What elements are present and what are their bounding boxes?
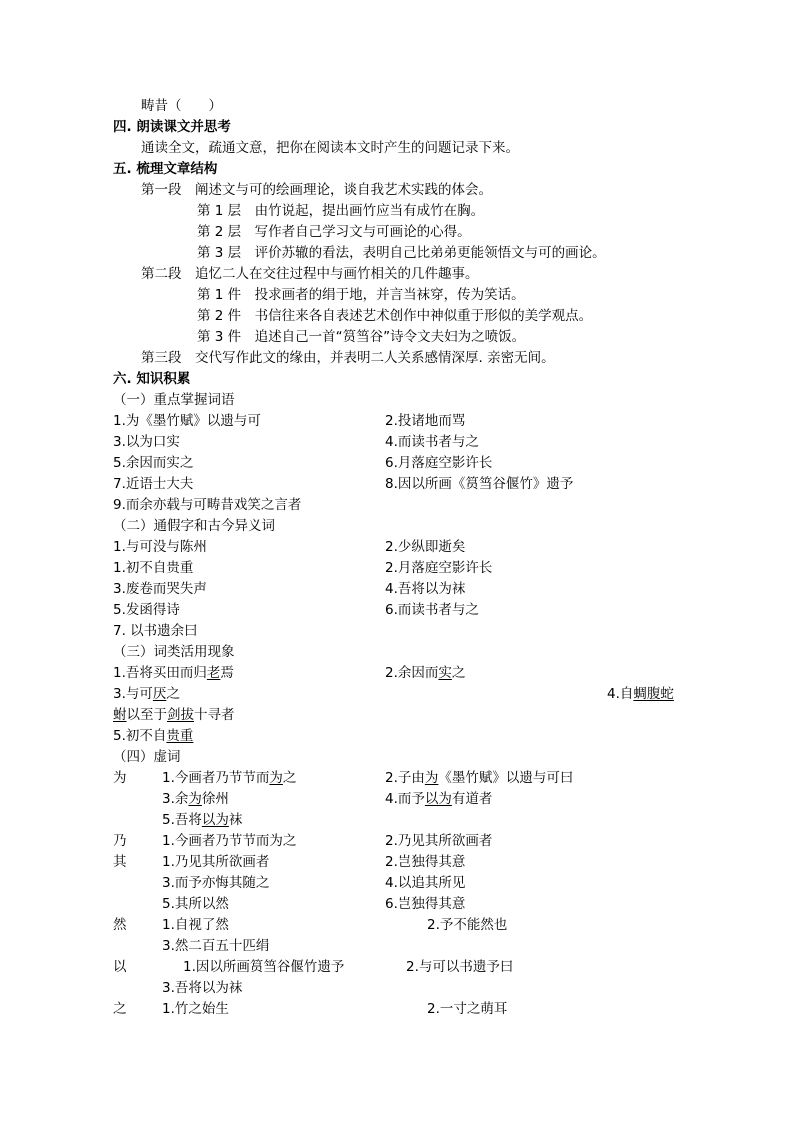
vocab-item: 7.近语士大夫 (113, 476, 194, 492)
item-chouxi: 畴昔（ ） (141, 98, 222, 114)
tongjia-item: 6.而读书者与之 (385, 602, 479, 618)
xuci-item: 1.乃见其所欲画者 (162, 854, 270, 870)
para-3: 第三段 交代写作此文的缘由，并表明二人关系感情深厚. 亲密无间。 (141, 350, 555, 366)
vocab-item: 8.因以所画《筼筜谷偃竹》遗予 (385, 476, 574, 492)
para-2-item-1: 第 1 件 投求画者的绢于地，并言当袜穿，传为笑话。 (197, 287, 525, 303)
para-2: 第二段 追忆二人在交往过程中与画竹相关的几件趣事。 (141, 266, 479, 282)
para-1-layer-1: 第 1 层 由竹说起，提出画竹应当有成竹在胸。 (197, 203, 485, 219)
xuci-item: 2.乃见其所欲画者 (385, 833, 493, 849)
tongjia-item: 3.废卷而哭失声 (113, 581, 207, 597)
section-4-title: 四. 朗读课文并思考 (113, 119, 231, 135)
xuci-item: 2.一寸之萌耳 (427, 1001, 508, 1017)
huoyong-item-4: 4.自蜩腹蛇 (607, 686, 674, 702)
xuci-item: 2.岂独得其意 (385, 854, 466, 870)
xuci-item: 1.因以所画筼筜谷偃竹遗予 (183, 959, 345, 975)
xuci-item: 1.今画者乃节节而为之 (162, 770, 297, 786)
xuci-item: 3.余为徐州 (162, 791, 229, 807)
xuci-item: 1.自视了然 (162, 917, 229, 933)
xuci-head-yi: 以 (113, 959, 127, 975)
xuci-item: 2.与可以书遗予曰 (406, 959, 514, 975)
section-6-title: 六. 知识积累 (113, 371, 191, 387)
xuci-item: 5.其所以然 (162, 896, 229, 912)
subsection-2-title: （二）通假字和古今异义词 (113, 518, 275, 534)
para-2-item-3: 第 3 件 追述自己一首“筼筜谷”诗令文夫妇为之喷饭。 (197, 329, 526, 345)
para-2-item-2: 第 2 件 书信往来各自表述艺术创作中神似重于形似的美学观点。 (197, 308, 593, 324)
tongjia-item: 1.与可没与陈州 (113, 539, 207, 555)
section-4-body: 通读全文，疏通文意，把你在阅读本文时产生的问题记录下来。 (141, 140, 519, 156)
para-1-layer-2: 第 2 层 写作者自己学习文与可画论的心得。 (197, 224, 471, 240)
subsection-3-title: （三）词类活用现象 (113, 644, 235, 660)
xuci-head-ran: 然 (113, 917, 127, 933)
vocab-item: 3.以为口实 (113, 434, 180, 450)
tongjia-item: 7. 以书遗余曰 (113, 623, 198, 639)
tongjia-item: 2.月落庭空影许长 (385, 560, 493, 576)
vocab-item: 6.月落庭空影许长 (385, 455, 493, 471)
xuci-item: 3.吾将以为袜 (162, 980, 243, 996)
tongjia-item: 4.吾将以为袜 (385, 581, 466, 597)
subsection-1-title: （一）重点掌握词语 (113, 392, 235, 408)
huoyong-item-5: 5.初不自贵重 (113, 728, 194, 744)
xuci-item: 3.然二百五十匹绢 (162, 938, 270, 954)
para-1-layer-3: 第 3 层 评价苏辙的看法，表明自己比弟弟更能领悟文与可的画论。 (197, 245, 606, 261)
xuci-head-qi: 其 (113, 854, 127, 870)
tongjia-item: 5.发函得诗 (113, 602, 180, 618)
para-1: 第一段 阐述文与可的绘画理论，谈自我艺术实践的体会。 (141, 182, 492, 198)
xuci-item: 2.予不能然也 (427, 917, 508, 933)
xuci-item: 4.以追其所见 (385, 875, 466, 891)
tongjia-item: 1.初不自贵重 (113, 560, 194, 576)
xuci-head-zhi: 之 (113, 1001, 127, 1017)
xuci-item: 5.吾将以为袜 (162, 812, 243, 828)
xuci-item: 2.子由为《墨竹赋》以遗与可曰 (385, 770, 574, 786)
xuci-head-wei: 为 (113, 770, 127, 786)
vocab-item: 5.余因而实之 (113, 455, 194, 471)
xuci-head-nai: 乃 (113, 833, 127, 849)
huoyong-item-4-cont: 蚹以至于剑拔十寻者 (113, 707, 235, 723)
subsection-4-title: （四）虚词 (113, 749, 181, 765)
huoyong-item-3: 3.与可厌之 (113, 686, 180, 702)
section-5-title: 五. 梳理文章结构 (113, 161, 218, 177)
vocab-item: 4.而读书者与之 (385, 434, 479, 450)
xuci-item: 1.今画者乃节节而为之 (162, 833, 297, 849)
vocab-item: 2.投诸地而骂 (385, 413, 466, 429)
vocab-item: 1.为《墨竹赋》以遗与可 (113, 413, 261, 429)
vocab-item: 9.而余亦载与可畴昔戏笑之言者 (113, 497, 302, 513)
xuci-item: 3.而予亦悔其随之 (162, 875, 270, 891)
huoyong-item-1: 1.吾将买田而归老焉 (113, 665, 234, 681)
tongjia-item: 2.少纵即逝矣 (385, 539, 466, 555)
xuci-item: 6.岂独得其意 (385, 896, 466, 912)
xuci-item: 4.而予以为有道者 (385, 791, 493, 807)
huoyong-item-2: 2.余因而实之 (385, 665, 466, 681)
xuci-item: 1.竹之始生 (162, 1001, 229, 1017)
